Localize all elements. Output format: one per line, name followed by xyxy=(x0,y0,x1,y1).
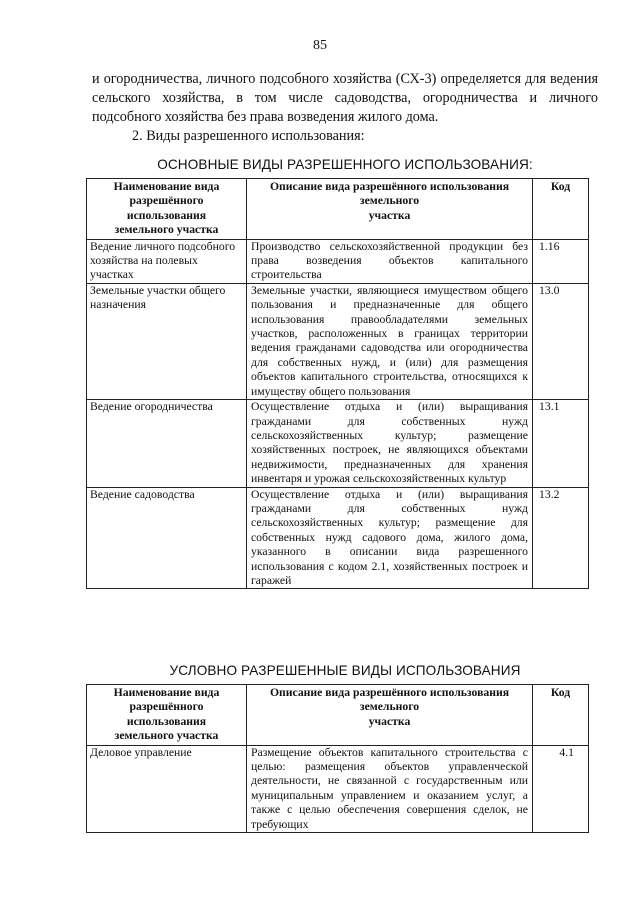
row-code: 13.0 xyxy=(533,283,589,399)
main-section-title: ОСНОВНЫЕ ВИДЫ РАЗРЕШЕННОГО ИСПОЛЬЗОВАНИЯ: xyxy=(157,157,533,172)
header-code: Код xyxy=(533,179,589,240)
table-header-row xyxy=(87,685,589,746)
row-name: Ведение садоводства xyxy=(87,487,247,589)
conditional-uses-table xyxy=(86,684,589,833)
row-code: 1.16 xyxy=(533,239,589,283)
page-number: 85 xyxy=(313,38,327,53)
row-description: Осуществление отдыха и (или) выращивания гражданами для собственных нужд сельскохозяйственных культур; размещение хозяйственных построек, не являющихся объектами недвижимости, предназначенных для хранения инвентаря и урожая сельскохозяйственных культур xyxy=(247,400,533,487)
row-description: Размещение объектов капитального строительства с целью: размещения объектов управленческой деятельности, не связанной с государственным или муниципальным управлением и оказанием услуг, а также с целью обеспечения совершения сделок, не требующих xyxy=(247,745,533,832)
header-description: Описание вида разрешённого использования земельного участка xyxy=(247,179,533,240)
main-uses-table xyxy=(86,178,589,589)
header-code: Код xyxy=(533,685,589,746)
row-name: Земельные участки общего назначения xyxy=(87,283,247,399)
row-description: Осуществление отдыха и (или) выращивания гражданами для собственных нужд сельскохозяйственных культур; размещение для собственных нужд садового дома, жилого дома, указанного в описании вида разрешенного использования с кодом 2.1, хозяйственных построек и гаражей xyxy=(247,487,533,589)
row-description: Земельные участки, являющиеся имуществом общего пользования и предназначенные для общего использования правообладателями земельных участков, расположенных в границах территории ведения гражданами садоводства или огородничества для собственных нужд, и (или) для размещения объектов капитального строительства, относящихся к имуществу общего пользования xyxy=(247,283,533,399)
table-row xyxy=(87,400,589,487)
header-name: Наименование вида разрешённого использования земельного участка xyxy=(87,685,247,746)
table-row xyxy=(87,487,589,589)
table-header-row xyxy=(87,179,589,240)
conditional-section-title: УСЛОВНО РАЗРЕШЕННЫЕ ВИДЫ ИСПОЛЬЗОВАНИЯ xyxy=(169,663,521,678)
row-code: 13.1 xyxy=(533,400,589,487)
row-name: Ведение огородничества xyxy=(87,400,247,487)
row-description: Производство сельскохозяйственной продукции без права возведения объектов капитального строительства xyxy=(247,239,533,283)
table-row xyxy=(87,239,589,283)
table-row xyxy=(87,283,589,399)
row-name: Деловое управление xyxy=(87,745,247,832)
row-name: Ведение личного подсобного хозяйства на полевых участках xyxy=(87,239,247,283)
header-description: Описание вида разрешённого использования земельного участка xyxy=(247,685,533,746)
row-code: 13.2 xyxy=(533,487,589,589)
list-item-heading: 2. Виды разрешенного использования: xyxy=(132,128,365,144)
intro-text xyxy=(92,70,598,146)
header-name: Наименование вида разрешённого использования земельного участка xyxy=(87,179,247,240)
row-code: 4.1 xyxy=(533,745,589,832)
table-row xyxy=(87,745,589,832)
intro-paragraph: и огородничества, личного подсобного хозяйства (СХ-3) определяется для ведения сельского хозяйства, в том числе садоводства, огородничества и личного подсобного хозяйства без права возведения жилого дома. xyxy=(92,71,598,125)
